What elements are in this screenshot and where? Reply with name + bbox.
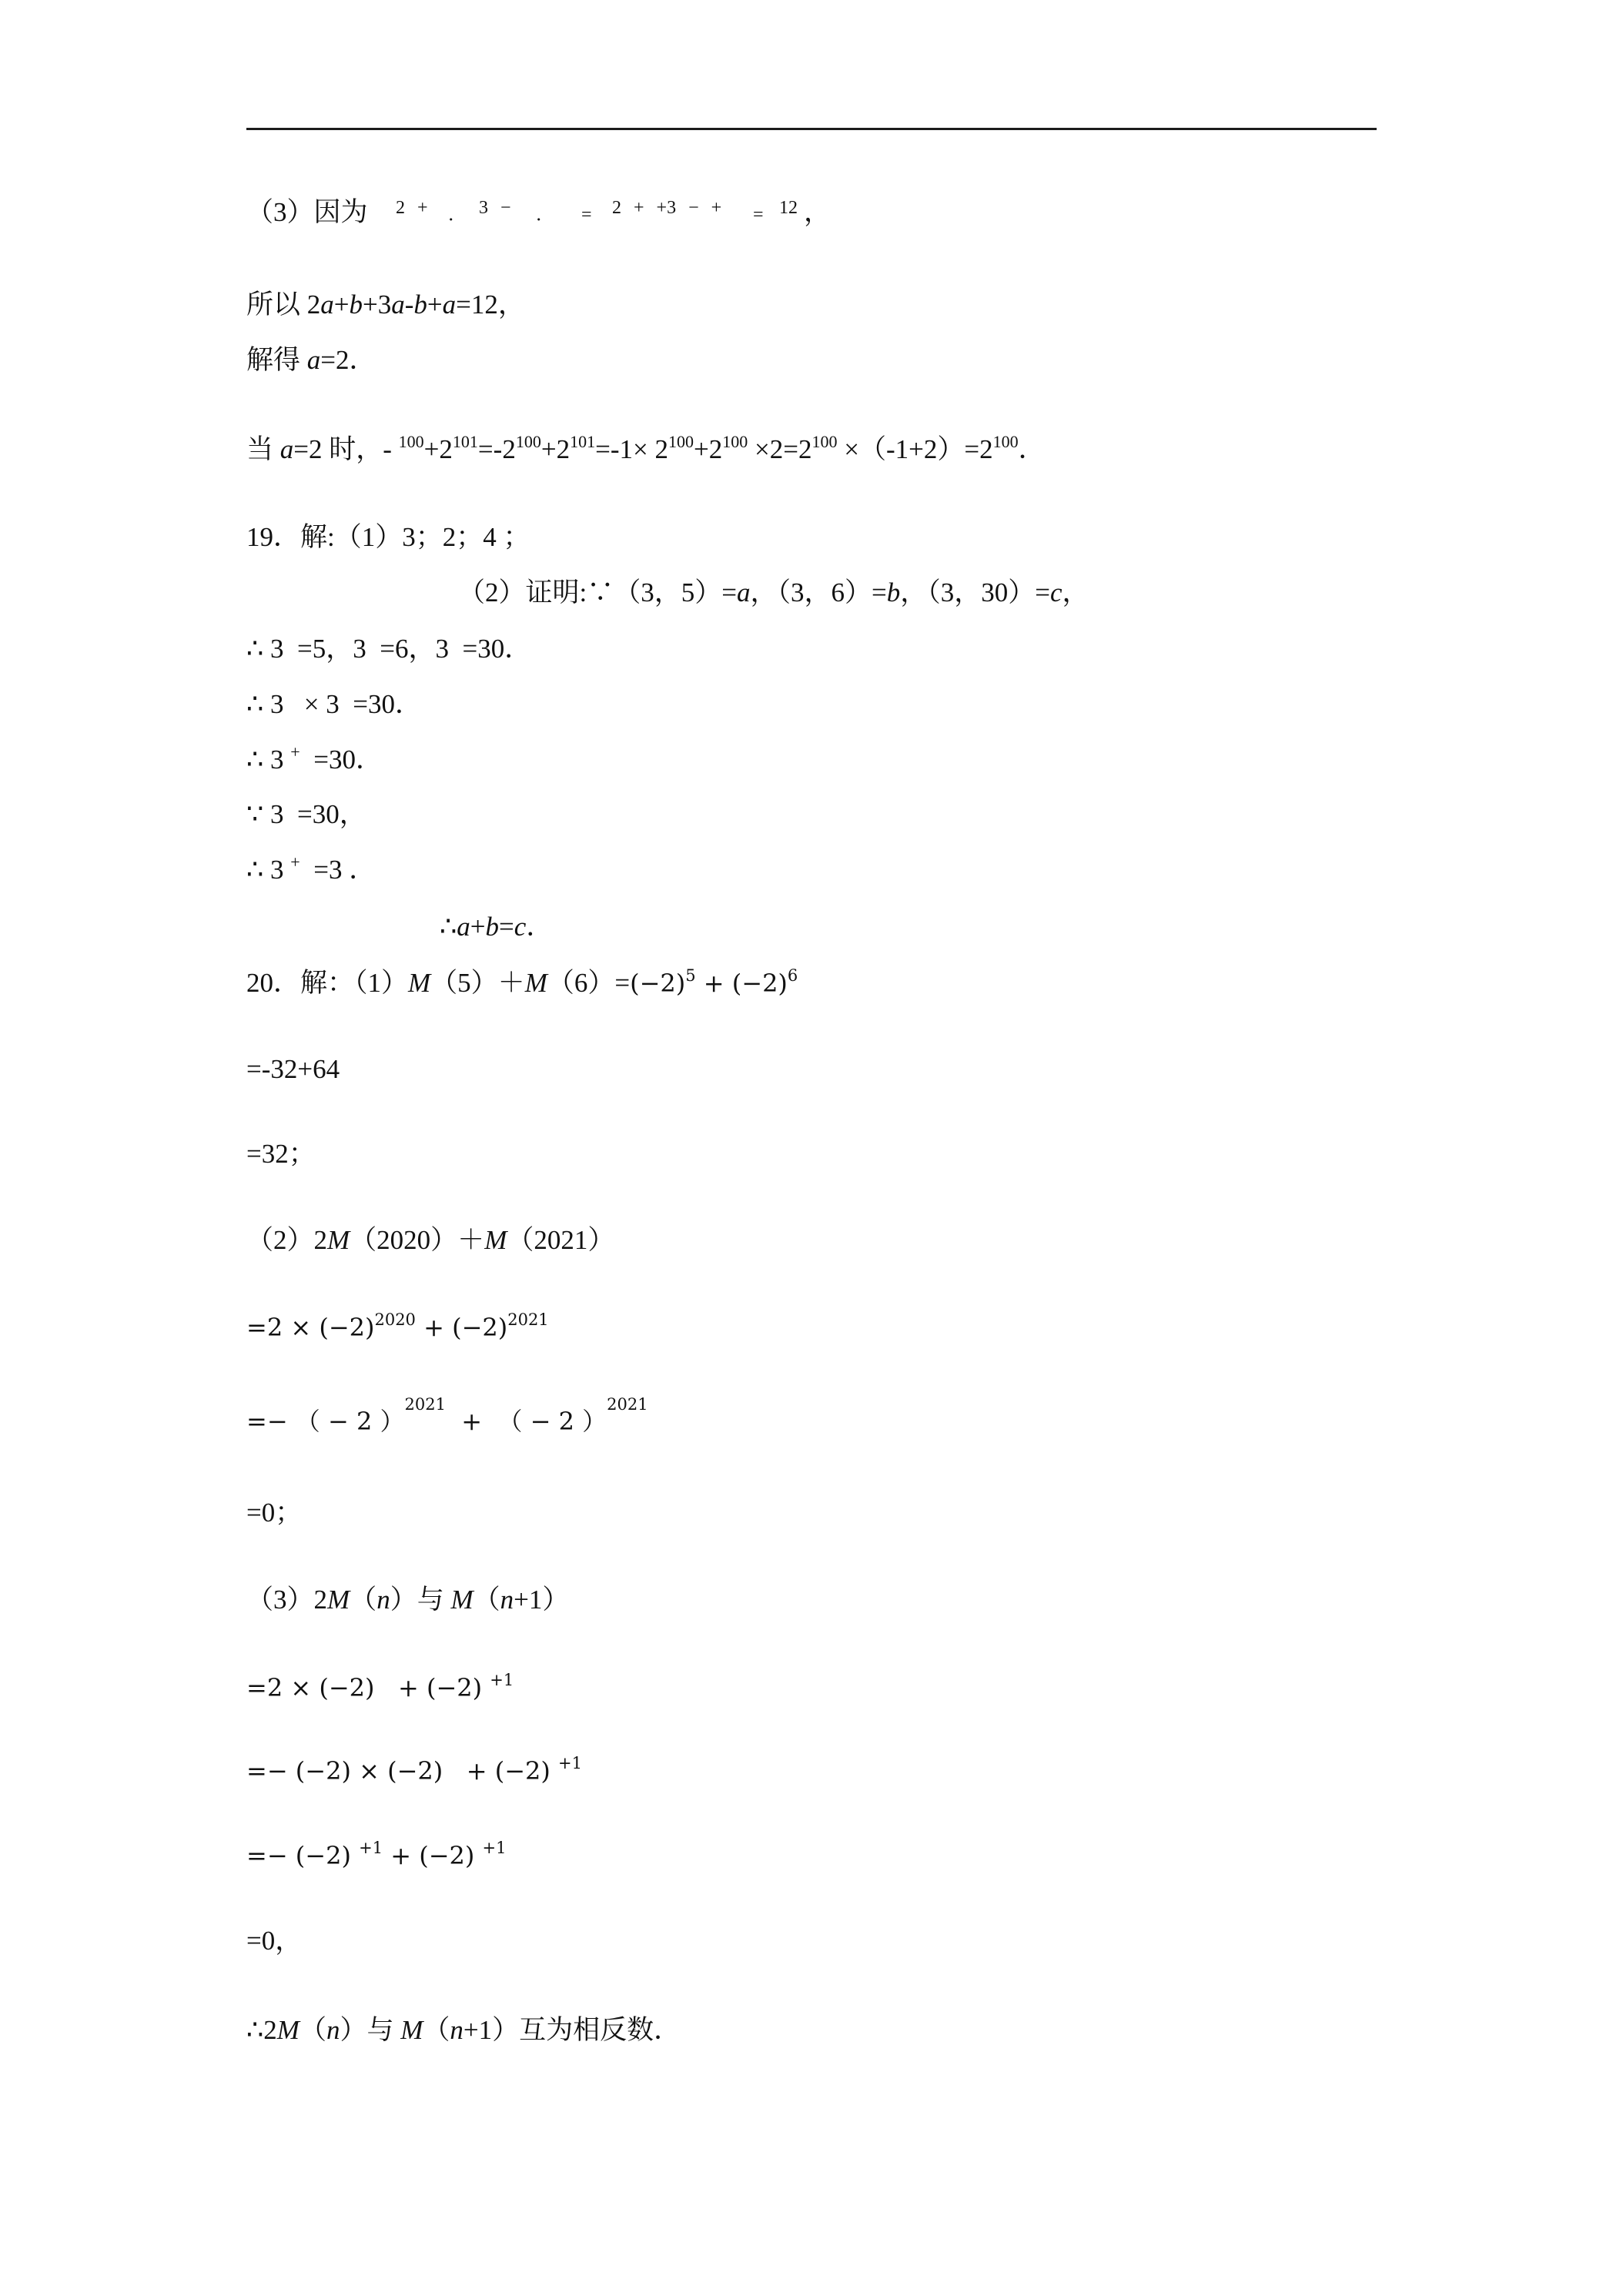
q20-part1-step-1 <box>246 1053 340 1086</box>
exponent: 100 <box>668 432 694 451</box>
variable: n <box>450 2015 463 2045</box>
text-segment: （ <box>473 1585 500 1615</box>
text-segment: （2）证明:∵（3，5）= <box>458 577 737 607</box>
text-segment: （3）因为 <box>246 197 368 227</box>
exponent: +1 <box>558 1754 583 1772</box>
text-segment: =2 时，- <box>293 434 399 464</box>
variable: a <box>736 577 751 607</box>
math-expression: + (−2) <box>415 1313 508 1342</box>
exponent: 2021 <box>507 1310 549 1329</box>
text-segment: = <box>499 912 514 942</box>
exponent: 100 <box>515 432 541 451</box>
exponent: +1 <box>490 1671 514 1689</box>
exponent: 101 <box>570 432 596 451</box>
q19-part2-proof-premise <box>458 577 1089 609</box>
text-segment: 所以 2 <box>246 290 321 320</box>
exponent: 12 <box>779 198 798 218</box>
text-segment: +3 <box>363 290 392 320</box>
exponent: + <box>290 852 300 872</box>
text-segment: =-2 <box>477 434 516 464</box>
variable: b <box>413 290 427 320</box>
text-segment: （ <box>423 2015 450 2045</box>
q20-part3-result <box>246 1925 302 1957</box>
variable: c <box>1049 577 1062 607</box>
variable: M <box>276 2015 300 2045</box>
text-segment: +1） <box>514 1585 570 1615</box>
exponent: +1 <box>359 1839 383 1857</box>
q20-part3-conclusion <box>246 2014 681 2047</box>
q20-part3-step-1 <box>246 1672 514 1704</box>
exponent: 100 <box>722 432 748 451</box>
text-segment: 当 <box>246 434 280 464</box>
variable: M <box>450 1585 474 1615</box>
exponent: +1 <box>482 1839 507 1857</box>
text-segment: ． <box>448 205 467 225</box>
variable: b <box>886 577 901 607</box>
math-expression: =− （ − 2 ） <box>246 1407 405 1436</box>
text-segment: ）与 <box>390 1585 451 1615</box>
text-segment: +2 <box>423 434 453 464</box>
math-expression: =2 × (−2) + (−2) <box>246 1673 490 1702</box>
exponent: 100 <box>398 432 424 451</box>
text-segment: =12， <box>456 290 525 320</box>
text-segment: - <box>404 290 414 320</box>
text-segment: ，（3，6）= <box>750 577 887 607</box>
exponent: 2021 <box>607 1395 648 1414</box>
variable: a <box>306 345 321 375</box>
text-segment: ×（-1+2）=2 <box>837 434 993 464</box>
text-segment: =-32+64 <box>246 1054 340 1084</box>
q19-part1-answer <box>246 521 530 554</box>
variable: a <box>457 912 470 942</box>
q19-proof-step-1 <box>246 633 531 665</box>
q20-part2-step-1 <box>246 1311 549 1344</box>
text-segment: = <box>753 205 764 225</box>
q18-part3-given <box>246 196 939 229</box>
text-segment: （ <box>350 1585 377 1615</box>
text-segment: 19．解:（1）3；2；4 ； <box>246 522 530 552</box>
text-segment: =30． <box>300 745 383 775</box>
text-segment: （ <box>299 2015 326 2045</box>
text-segment: + <box>333 290 350 320</box>
exponent: 2 + <box>396 198 428 218</box>
q20-part3-expression <box>246 1584 569 1616</box>
q18-part3-equation <box>246 289 525 321</box>
exponent: + <box>290 742 300 761</box>
exponent: 2021 <box>404 1395 446 1414</box>
text-segment: =2． <box>320 345 376 375</box>
variable: n <box>500 1585 514 1615</box>
variable: M <box>484 1225 507 1255</box>
q20-part1-expression <box>246 967 798 999</box>
text-segment: =32； <box>246 1139 316 1169</box>
variable: a <box>442 290 457 320</box>
text-segment: + <box>427 290 443 320</box>
q18-part3-solution <box>246 344 376 377</box>
q19-proof-step-5 <box>246 854 376 886</box>
text-segment: ×2=2 <box>748 434 812 464</box>
math-expression: + (−2) <box>383 1841 483 1870</box>
variable: n <box>326 2015 340 2045</box>
text-segment: （3）2 <box>246 1585 328 1615</box>
math-expression: + （ − 2 ） <box>445 1407 607 1436</box>
variable: M <box>408 968 431 998</box>
q19-proof-step-4 <box>246 798 366 831</box>
text-segment: ∴ <box>440 912 457 942</box>
text-segment: + <box>470 912 486 942</box>
variable: c <box>514 912 527 942</box>
exponent: 100 <box>992 432 1019 451</box>
q19-proof-step-3 <box>246 744 383 776</box>
q20-part2-expression <box>246 1224 614 1257</box>
exponent: 2 + +3 − + <box>612 198 722 218</box>
text-segment: ∴ 3 <box>246 745 291 775</box>
q20-part1-result <box>246 1138 316 1170</box>
variable: b <box>485 912 500 942</box>
text-segment: ∵ 3 =30， <box>246 799 366 829</box>
text-segment: ∴ 3 × 3 =30． <box>246 689 422 719</box>
text-segment: = <box>581 205 592 225</box>
q18-part3-evaluation <box>246 433 1046 466</box>
text-segment: （6）= <box>547 968 631 998</box>
variable: a <box>320 290 334 320</box>
exponent: 100 <box>812 432 838 451</box>
text-segment: （2020）＋ <box>350 1225 485 1255</box>
math-expression: =− (−2) × (−2) + (−2) <box>246 1756 559 1786</box>
math-expression: =2 × (−2) <box>246 1313 375 1342</box>
variable: M <box>327 1585 350 1615</box>
exponent: 101 <box>452 432 478 451</box>
text-segment: ）与 <box>340 2015 401 2045</box>
text-segment: ． <box>526 912 554 942</box>
text-segment: 解得 <box>246 345 307 375</box>
text-segment: （2）2 <box>246 1225 328 1255</box>
text-segment: ， <box>804 197 832 227</box>
q19-proof-conclusion <box>440 911 553 943</box>
variable: n <box>376 1585 390 1615</box>
variable: a <box>391 290 405 320</box>
text-segment: =0， <box>246 1926 303 1956</box>
text-segment: =3 ． <box>300 855 376 885</box>
text-segment: ． <box>536 205 554 225</box>
variable: a <box>279 434 294 464</box>
exponent: 2020 <box>374 1310 416 1329</box>
header-rule <box>246 128 1377 130</box>
math-expression: (−2) <box>630 969 686 998</box>
q20-part3-step-2 <box>246 1755 582 1787</box>
text-segment: （5）＋ <box>430 968 525 998</box>
variable: b <box>349 290 363 320</box>
text-segment: +2 <box>693 434 723 464</box>
text-segment: ， <box>1062 577 1089 607</box>
text-segment: ，（3，30）= <box>900 577 1050 607</box>
exponent: 5 <box>685 966 696 985</box>
text-segment: ∴2 <box>246 2015 277 2045</box>
variable: M <box>524 968 547 998</box>
variable: M <box>400 2015 423 2045</box>
q20-part2-step-2 <box>246 1395 648 1437</box>
q20-part3-step-3 <box>246 1839 507 1872</box>
text-segment: （2021） <box>507 1225 615 1255</box>
text-segment: +1）互为相反数． <box>463 2015 681 2045</box>
exponent: 6 <box>787 966 798 985</box>
q19-proof-step-2 <box>246 688 422 721</box>
text-segment: =-1× 2 <box>595 434 668 464</box>
exponent: 3 − <box>479 198 511 218</box>
math-expression: + (−2) <box>695 969 788 998</box>
math-expression: =− (−2) <box>246 1841 360 1870</box>
text-segment: =0； <box>246 1498 303 1528</box>
text-segment: ∴ 3 <box>246 855 291 885</box>
text-segment: ． <box>1018 434 1046 464</box>
text-segment: 20．解：（1） <box>246 968 409 998</box>
text-segment: ∴ 3 =5，3 =6，3 =30． <box>246 634 532 664</box>
text-segment: +2 <box>540 434 571 464</box>
q20-part2-result <box>246 1497 302 1529</box>
variable: M <box>327 1225 350 1255</box>
